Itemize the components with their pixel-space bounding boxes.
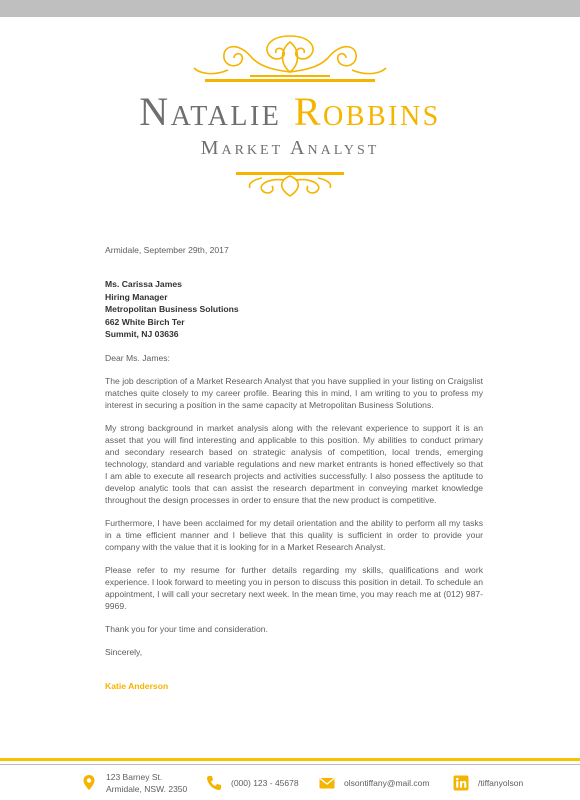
linkedin-handle[interactable]: /tiffanyolson — [478, 778, 524, 788]
bottom-ornament — [0, 166, 580, 202]
paragraph: Please refer to my resume for further details regarding my skills, qualifications and work experience. I look forward to meeting you in person to discuss this position in detail. To schedule an appointment, I will call your secretary next week. In the mean time, you may reach me at (012) 987-9969. — [105, 564, 483, 611]
recipient-position: Hiring Manager — [105, 291, 168, 302]
applicant-name — [0, 88, 580, 136]
first-name: Natalie — [139, 89, 282, 134]
footer-email[interactable] — [318, 766, 429, 800]
footer-linkedin[interactable] — [452, 766, 523, 800]
closing: Sincerely, — [105, 646, 143, 657]
phone-icon — [205, 774, 223, 792]
recipient-street: 662 White Birch Ter — [105, 316, 185, 327]
paragraph: My strong background in market analysis along with the relevant experience to support it is an asset that you will find interesting and applicable to this position. My abilities to conduct primary and secondary research based on strategic analysis of competition, local trends, emerging technology, standard and variable regulations and new market entrants is honed effectively so that I am able to execute all research projects and activities successfully. I also possess the aptitude to develop analytic tools that can assist the research department in conveying market knowledge throughout the design processes in order to ensure that the new product is competitive. — [105, 422, 483, 505]
email-address[interactable]: olsontiffany@mail.com — [344, 778, 430, 788]
paragraph: The job description of a Market Research Analyst that you have supplied in your listing on Craigslist matches quite closely to my career profile. Bearing this in mind, I am writing to you to profess my interest in securing a position in the same capacity at Metropolitan Business Solutions. — [105, 375, 483, 410]
address-line1: 123 Barney St. — [106, 772, 163, 782]
recipient-company: Metropolitan Business Solutions — [105, 304, 239, 314]
last-name: Robbins — [293, 89, 441, 134]
footer-rule-gray — [0, 764, 580, 765]
letter-date: Armidale, September 29th, 2017 — [105, 245, 229, 255]
recipient-block — [105, 278, 483, 341]
location-pin-icon — [80, 774, 98, 792]
footer-rule-yellow — [0, 758, 580, 761]
letter-body — [105, 244, 483, 692]
linkedin-icon — [452, 774, 470, 792]
recipient-city: Summit, NJ 03636 — [105, 329, 179, 339]
recipient-name: Ms. Carissa James — [105, 279, 182, 289]
salutation: Dear Ms. James: — [105, 352, 170, 363]
top-bar — [0, 0, 580, 17]
address-line2: Armidale, NSW. 2350 — [106, 784, 188, 794]
signature: Katie Anderson — [105, 680, 169, 691]
contact-footer — [0, 766, 580, 800]
job-title: Market Analyst — [200, 137, 380, 159]
paragraph: Thank you for your time and consideration. — [105, 623, 268, 634]
envelope-icon — [318, 774, 336, 792]
footer-phone — [205, 766, 299, 800]
paragraph: Furthermore, I have been acclaimed for my detail orientation and the ability to perform all my tasks in a time efficient manner and I believe that this quality is sufficient in order to provide your company with the value that it is looking for in a Market Research Analyst. — [105, 517, 483, 552]
phone-number: (000) 123 - 45678 — [231, 778, 299, 788]
footer-address — [80, 766, 187, 800]
top-ornament — [0, 28, 580, 90]
